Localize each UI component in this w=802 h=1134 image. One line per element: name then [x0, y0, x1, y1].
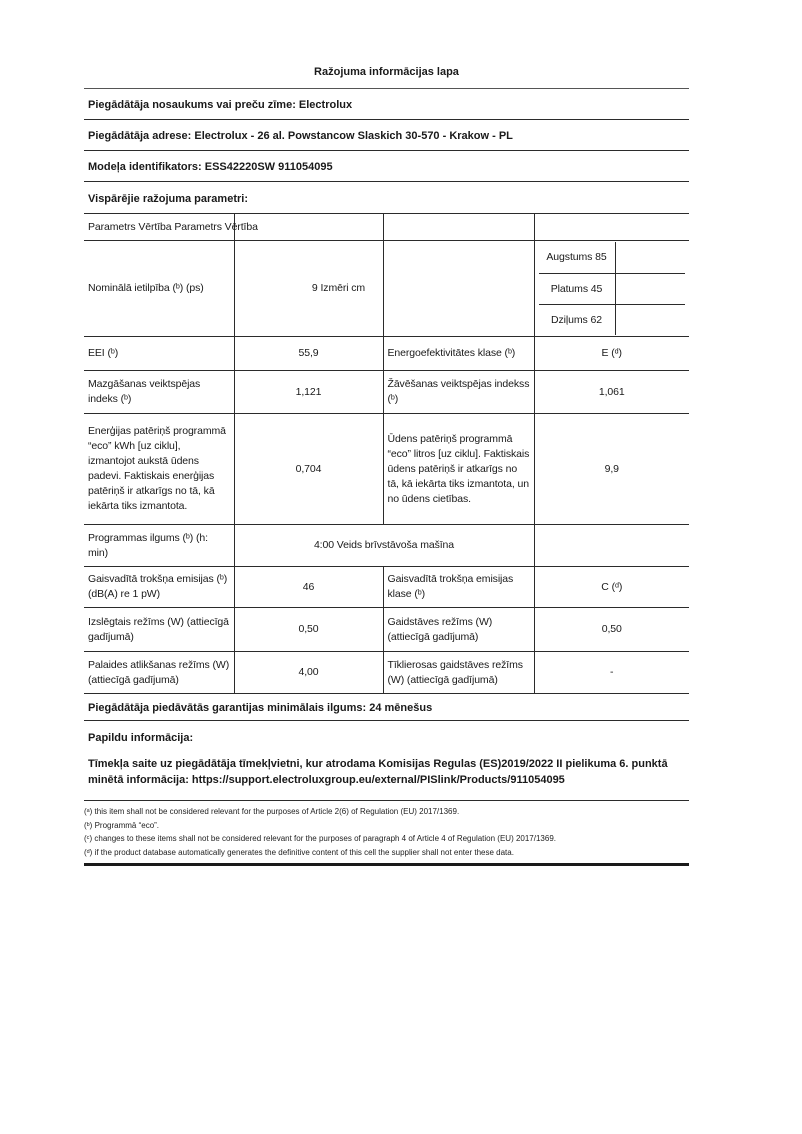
empty-cell — [616, 273, 686, 304]
footnotes-section — [84, 801, 689, 866]
param-energy-class: Energoefektivitātes klase (ᵇ) — [383, 337, 534, 371]
dimension-height: Augstums 85 — [539, 242, 616, 273]
parameters-table — [84, 213, 689, 694]
model-identifier-row: Modeļa identifikators: ESS42220SW 911054095 — [84, 151, 689, 182]
table-row-programme-duration — [84, 525, 689, 567]
value-water-consumption: 9,9 — [534, 414, 689, 525]
value-standby-mode: 0,50 — [534, 608, 689, 652]
param-networked-standby: Tīklierosas gaidstāves režīms (W) (attiecīgā gadījumā) — [383, 652, 534, 694]
dimension-depth: Dziļums 62 — [539, 304, 616, 335]
value-noise-emission: 46 — [234, 567, 383, 608]
additional-info-label: Papildu informācija: — [88, 732, 194, 744]
document-content — [84, 0, 689, 866]
table-row-performance-index — [84, 371, 689, 414]
supplier-address-row: Piegādātāja adrese: Electrolux - 26 al. Powstancow Slaskich 30-570 - Krakow - PL — [84, 120, 689, 151]
value-noise-class: C (ᵈ) — [534, 567, 689, 608]
table-row-delay-start — [84, 652, 689, 694]
dimensions-cell — [534, 241, 689, 337]
table-row-off-standby-mode — [84, 608, 689, 652]
empty-cell — [383, 241, 534, 337]
general-parameters-label: Vispārējie ražojuma parametri: — [88, 193, 248, 205]
param-nominal-capacity: Nominālā ietilpība (ᵇ) (ps) — [84, 241, 234, 337]
param-programme-duration: Programmas ilgums (ᵇ) (h: min) — [84, 525, 234, 567]
param-drying-index: Žāvēšanas veiktspējas indekss (ᵇ) — [383, 371, 534, 414]
table-header-text: Parametrs Vērtība Parametrs Vērtība — [88, 220, 258, 233]
param-energy-consumption: Enerģijas patēriņš programmā “eco” kWh [uz ciklu], izmantojot aukstā ūdens padevi. Faktiskais enerģijas patēriņš ir atkarīgs no tā, kā iekārta tiks izmantota. — [84, 414, 234, 525]
param-cleaning-index: Mazgāšanas veiktspējas indeks (ᵇ) — [84, 371, 234, 414]
warranty-row: Piegādātāja piedāvātās garantijas minimālais ilgums: 24 mēnešus — [84, 694, 689, 721]
empty-cell — [616, 242, 686, 273]
supplier-name-row: Piegādātāja nosaukums vai preču zīme: Electrolux — [84, 89, 689, 120]
param-eei: EEI (ᵇ) — [84, 337, 234, 371]
value-capacity: 9 Izmēri cm — [234, 241, 383, 337]
value-energy-consumption: 0,704 — [234, 414, 383, 525]
table-header-row — [84, 214, 689, 241]
table-row-eei — [84, 337, 689, 371]
param-delay-start: Palaides atlikšanas režīms (W) (attiecīgā gadījumā) — [84, 652, 234, 694]
footnote-d: (ᵈ) if the product database automatically generates the definitive content of this cell the supplier shall not enter these data. — [84, 847, 514, 857]
empty-cell — [616, 304, 686, 335]
value-drying-index: 1,061 — [534, 371, 689, 414]
value-programme-duration: 4:00 Veids brīvstāvoša mašīna — [234, 525, 534, 567]
param-noise-emission: Gaisvadītā trokšņa emisijas (ᵇ) (dB(A) re 1 pW) — [84, 567, 234, 608]
table-row-consumption — [84, 414, 689, 525]
value-off-mode: 0,50 — [234, 608, 383, 652]
value-delay-start: 4,00 — [234, 652, 383, 694]
value-cleaning-index: 1,121 — [234, 371, 383, 414]
dimensions-subtable — [539, 242, 686, 335]
table-row-noise — [84, 567, 689, 608]
page-title: Ražojuma informācijas lapa — [84, 66, 689, 89]
dimension-width: Platums 45 — [539, 273, 616, 304]
footnote-b: (ᵇ) Programmā “eco”. — [84, 820, 160, 830]
footnote-a: (ᵃ) this item shall not be considered relevant for the purposes of Article 2(6) of Regulation (EU) 2017/1369. — [84, 807, 460, 816]
param-water-consumption: Ūdens patēriņš programmā “eco” litros [uz ciklu]. Faktiskais ūdens patēriņš ir atkarīgs no tā, kā iekārta tiks izmantota, un no ūdens cietības. — [383, 414, 534, 525]
param-standby-mode: Gaidstāves režīms (W) (attiecīgā gadījumā) — [383, 608, 534, 652]
empty-cell — [383, 214, 534, 241]
value-energy-class: E (ᵈ) — [534, 337, 689, 371]
table-row-capacity-dimensions — [84, 241, 689, 337]
param-off-mode: Izslēgtais režīms (W) (attiecīgā gadījumā) — [84, 608, 234, 652]
empty-cell — [534, 525, 689, 567]
empty-cell — [534, 214, 689, 241]
footnote-c: (ᶜ) changes to these items shall not be considered relevant for the purposes of paragraph 4 of Article 4 of Regulation (EU) 2017/1369. — [84, 834, 556, 843]
value-eei: 55,9 — [234, 337, 383, 371]
value-networked-standby: - — [534, 652, 689, 694]
param-noise-class: Gaisvadītā trokšņa emisijas klase (ᵇ) — [383, 567, 534, 608]
weblink-paragraph: Tīmekļa saite uz piegādātāja tīmekļvietni, kur atrodama Komisijas Regulas (ES)2019/2022 II pielikuma 6. punktā minētā informācija: https://support.electroluxgroup.eu/external/PISlink/Products/911054095 — [84, 752, 689, 801]
